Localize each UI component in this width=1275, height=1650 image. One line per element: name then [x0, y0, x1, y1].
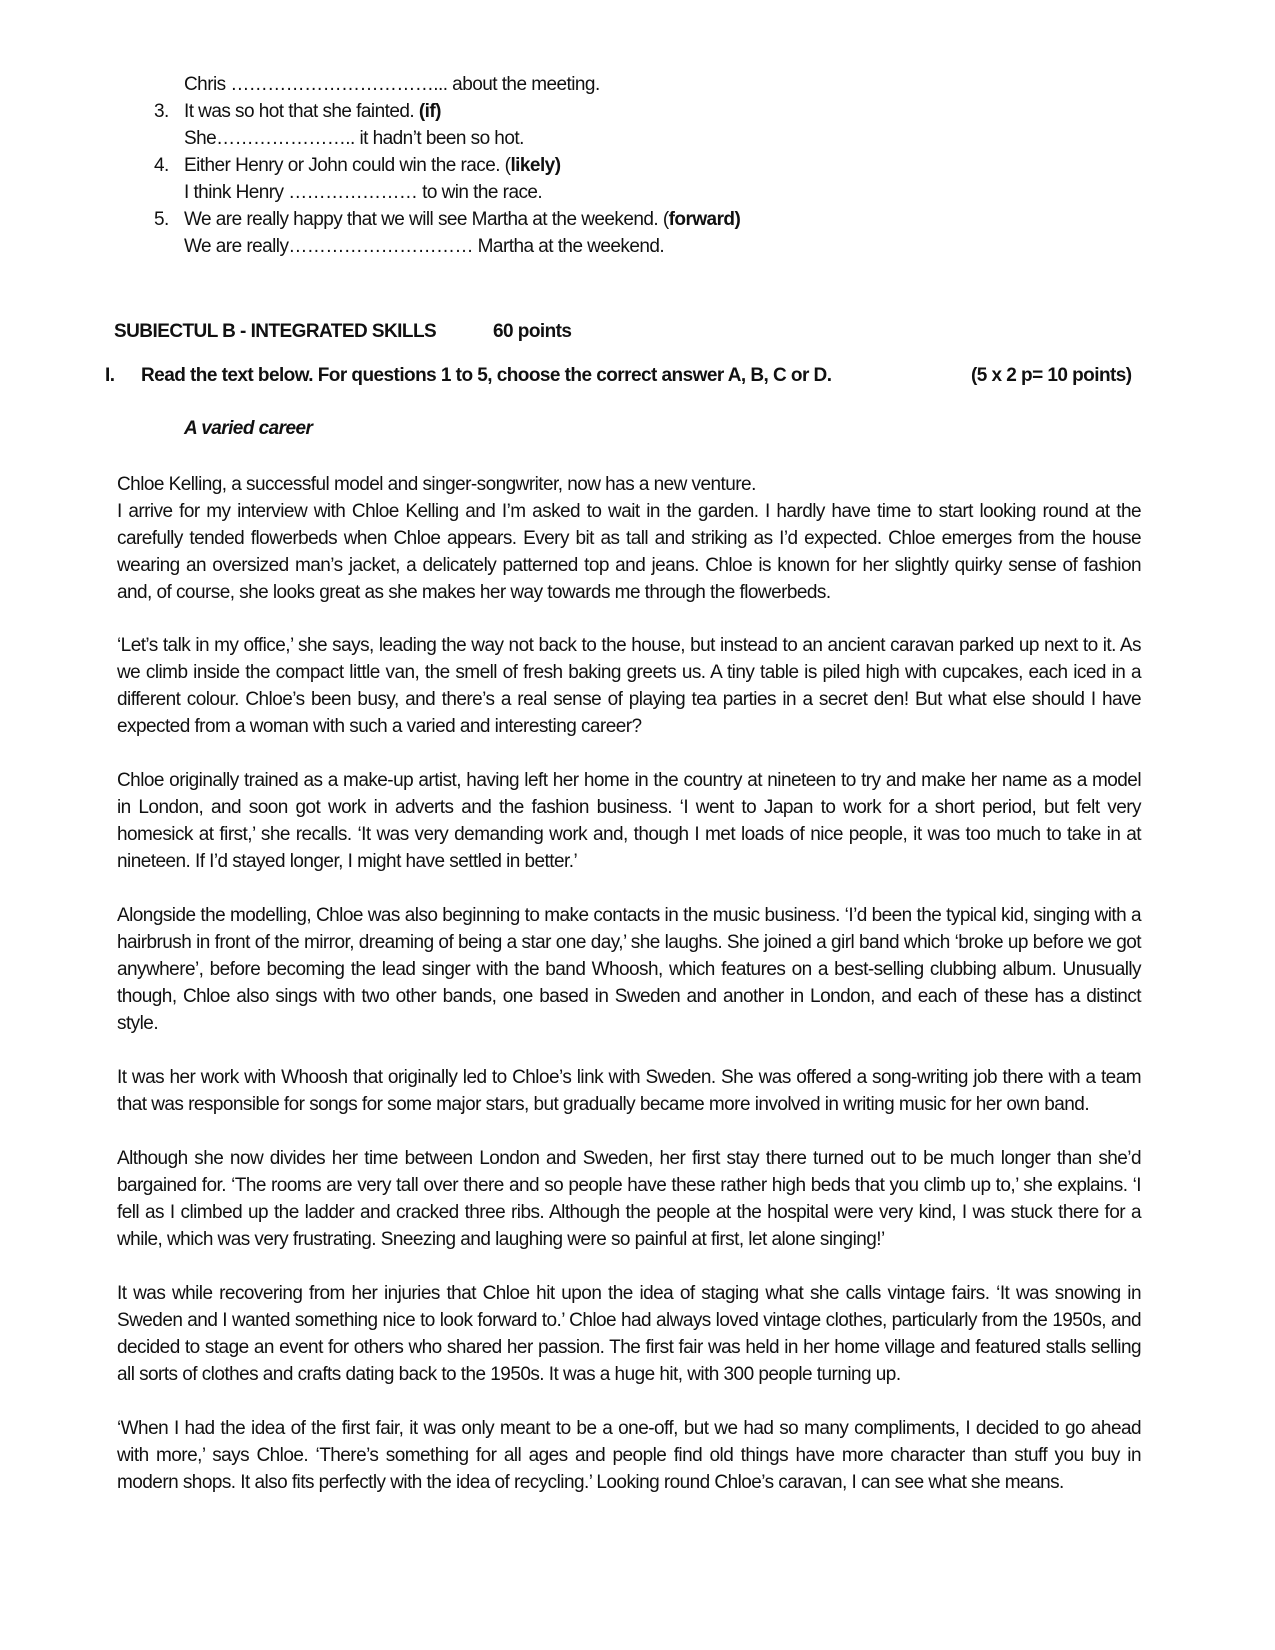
keyword: forward): [668, 209, 741, 230]
article-paragraph: I arrive for my interview with Chloe Kelling and I’m asked to wait in the garden. I hardly have time to start looking round at the carefully tended flowerbeds when Chloe appears. Every bit as tall and striking as I’d expected. Chloe emerges from the house wearing an oversized man’s jacket, a delicately patterned top and jeans. Chloe is known for her slightly quirky sense of fashion and, of course, she looks great as she makes her way towards me through the flowerbeds.: [117, 501, 1141, 603]
answer-line: Chris ……………………………... about the meeting.: [184, 74, 600, 95]
answer-line: I think Henry ………………… to win the race.: [184, 182, 543, 203]
item-number: 4.: [154, 155, 169, 176]
section-points: 60 points: [493, 321, 572, 342]
article-paragraph: ‘When I had the idea of the first fair, it was only meant to be a one-off, but we had so many compliments, I decided to go ahead with more,’ says Chloe. ‘There’s something for all ages and people find old things have more character than stuff you buy in modern shops. It also fits perfectly with the idea of recycling.’ Looking round Chloe’s caravan, I can see what she means.: [117, 1418, 1141, 1493]
answer-line: She………………….. it hadn’t been so hot.: [184, 128, 524, 149]
answer-line: We are really………………………… Martha at the weekend.: [184, 236, 665, 257]
item-number: 3.: [154, 101, 169, 122]
item-prompt: [184, 101, 441, 123]
article-paragraph: Chloe originally trained as a make-up artist, having left her home in the country at nineteen to try and make her name as a model in London, and soon got work in adverts and the fashion business. ‘I went to Japan to work for a short period, but felt very homesick at first,’ she recalls. ‘It was very demanding work and, though I met loads of nice people, it was too much to take in at nineteen. If I’d stayed longer, I might have settled in better.’: [117, 770, 1141, 872]
prompt-text: Either Henry or John could win the race. (: [184, 155, 511, 176]
prompt-text: It was so hot that she fainted.: [184, 101, 419, 122]
task-instruction: Read the text below. For questions 1 to 5, choose the correct answer A, B, C or D.: [141, 365, 832, 386]
article-paragraph: ‘Let’s talk in my office,’ she says, leading the way not back to the house, but instead to an ancient caravan parked up next to it. As we climb inside the compact little van, the smell of fresh baking greets us. A tiny table is piled high with cupcakes, each iced in a different colour. Chloe’s been busy, and there’s a real sense of playing tea parties in a secret den! But what else should I have expected from a woman with such a varied and interesting career?: [117, 635, 1141, 737]
article-paragraph: Chloe Kelling, a successful model and singer-songwriter, now has a new venture.: [117, 474, 756, 495]
item-prompt: [184, 209, 740, 231]
item-prompt: [184, 155, 560, 177]
task-score: (5 x 2 p= 10 points): [971, 365, 1132, 386]
keyword: likely): [510, 155, 561, 176]
article-paragraph: Alongside the modelling, Chloe was also beginning to make contacts in the music business. ‘I’d been the typical kid, singing with a hairbrush in front of the mirror, dreaming of being a star one day,’ she laughs. She joined a girl band which ‘broke up before we got anywhere’, before becoming the lead singer with the band Whoosh, which features on a best-selling clubbing album. Unusually though, Chloe also sings with two other bands, one based in Sweden and another in London, and each of these has a distinct style.: [117, 905, 1141, 1034]
item-number: 5.: [154, 209, 169, 230]
task-number: I.: [105, 365, 115, 386]
article-paragraph: Although she now divides her time between London and Sweden, her first stay there turned out to be much longer than she’d bargained for. ‘The rooms are very tall over there and so people have these rather high beds that you climb up to,’ she explains. ‘I fell as I climbed up the ladder and cracked three ribs. Although the people at the hospital were very kind, I was stuck there for a while, which was very frustrating. Sneezing and laughing were so painful at first, let alone singing!’: [117, 1148, 1141, 1250]
keyword: (if): [418, 101, 441, 122]
article-paragraph: It was her work with Whoosh that originally led to Chloe’s link with Sweden. She was offered a song-writing job there with a team that was responsible for songs for some major stars, but gradually became more involved in writing music for her own band.: [117, 1067, 1141, 1115]
article-paragraph: It was while recovering from her injuries that Chloe hit upon the idea of staging what she calls vintage fairs. ‘It was snowing in Sweden and I wanted something nice to look forward to.’ Chloe had always loved vintage clothes, particularly from the 1950s, and decided to stage an event for others who shared her passion. The first fair was held in her home village and featured stalls selling all sorts of clothes and crafts dating back to the 1950s. It was a huge hit, with 300 people turning up.: [117, 1283, 1141, 1385]
prompt-text: We are really happy that we will see Martha at the weekend. (: [184, 209, 669, 230]
section-title: SUBIECTUL B - INTEGRATED SKILLS: [114, 321, 437, 342]
article-title: A varied career: [184, 418, 313, 439]
